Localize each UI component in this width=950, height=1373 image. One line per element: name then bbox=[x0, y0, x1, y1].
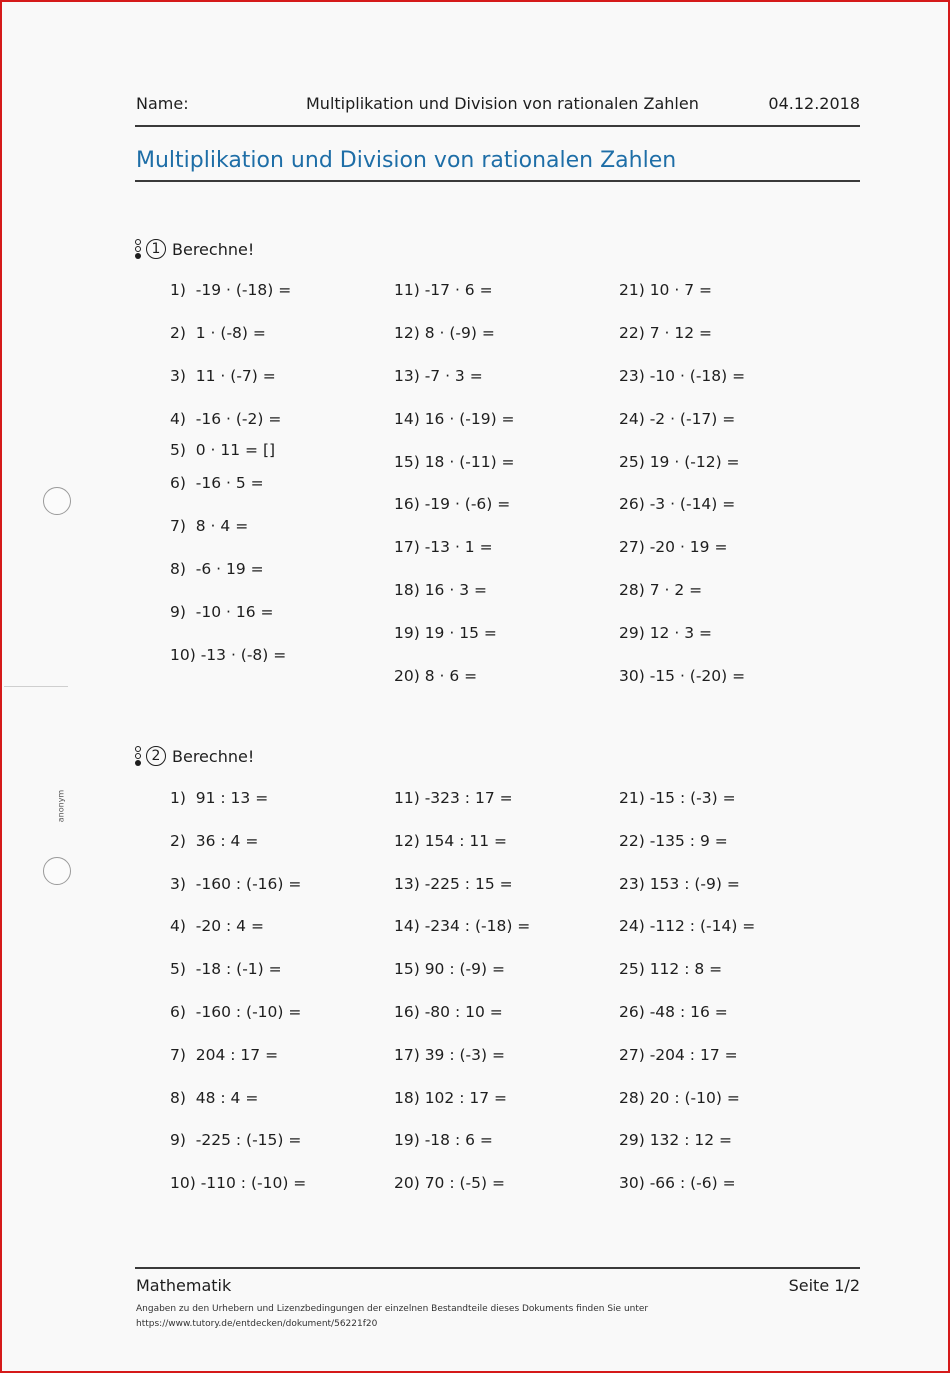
exercise-item: 8) -6 · 19 = bbox=[170, 560, 264, 578]
exercise-item: 13) -7 · 3 = bbox=[394, 367, 483, 385]
exercise-item: 5) 0 · 11 = [] bbox=[170, 441, 276, 459]
footer-page-number: Seite 1/2 bbox=[788, 1276, 860, 1295]
exercise-item: 3) -160 : (-16) = bbox=[170, 875, 302, 893]
exercise-item: 18) 102 : 17 = bbox=[394, 1089, 507, 1107]
exercise-item: 27) -20 · 19 = bbox=[619, 538, 728, 556]
exercise-item: 4) -16 · (-2) = bbox=[170, 410, 282, 428]
exercise-item: 20) 70 : (-5) = bbox=[394, 1174, 505, 1192]
exercise-item: 19) 19 · 15 = bbox=[394, 624, 497, 642]
exercise-item: 5) -18 : (-1) = bbox=[170, 960, 282, 978]
exercise-item: 11) -17 · 6 = bbox=[394, 281, 493, 299]
exercise-item: 30) -66 : (-6) = bbox=[619, 1174, 736, 1192]
punch-hole-bottom bbox=[43, 857, 71, 885]
exercise-item: 22) -135 : 9 = bbox=[619, 832, 728, 850]
exercise-item: 23) 153 : (-9) = bbox=[619, 875, 740, 893]
exercise-item: 25) 112 : 8 = bbox=[619, 960, 723, 978]
exercise-item: 3) 11 · (-7) = bbox=[170, 367, 276, 385]
footer-attribution: Angaben zu den Urhebern und Lizenzbedingungen der einzelnen Bestandteile dieses Dokuments finden Sie unter bbox=[136, 1304, 649, 1314]
exercise-item: 23) -10 · (-18) = bbox=[619, 367, 746, 385]
exercise-item: 12) 154 : 11 = bbox=[394, 832, 507, 850]
section-2-heading bbox=[134, 745, 254, 767]
exercise-item: 6) -16 · 5 = bbox=[170, 474, 264, 492]
exercise-item: 12) 8 · (-9) = bbox=[394, 324, 495, 342]
exercise-item: 7) 204 : 17 = bbox=[170, 1046, 279, 1064]
exercise-item: 7) 8 · 4 = bbox=[170, 517, 249, 535]
name-label: Name: bbox=[136, 94, 189, 113]
exercise-item: 20) 8 · 6 = bbox=[394, 667, 478, 685]
exercise-item: 24) -2 · (-17) = bbox=[619, 410, 736, 428]
difficulty-icon bbox=[134, 745, 144, 767]
exercise-item: 24) -112 : (-14) = bbox=[619, 917, 756, 935]
section-instruction: Berechne! bbox=[172, 239, 255, 259]
exercise-item: 10) -110 : (-10) = bbox=[170, 1174, 307, 1192]
exercise-item: 27) -204 : 17 = bbox=[619, 1046, 738, 1064]
exercise-item: 22) 7 · 12 = bbox=[619, 324, 712, 342]
exercise-item: 15) 18 · (-11) = bbox=[394, 453, 515, 471]
exercise-item: 14) -234 : (-18) = bbox=[394, 917, 531, 935]
exercise-item: 29) 12 · 3 = bbox=[619, 624, 712, 642]
exercise-item: 26) -3 · (-14) = bbox=[619, 495, 736, 513]
punch-hole-top bbox=[43, 487, 71, 515]
footer-subject: Mathematik bbox=[136, 1276, 232, 1295]
exercise-item: 16) -19 · (-6) = bbox=[394, 495, 511, 513]
section-number: 2 bbox=[146, 746, 166, 766]
exercise-item: 13) -225 : 15 = bbox=[394, 875, 513, 893]
exercise-item: 30) -15 · (-20) = bbox=[619, 667, 746, 685]
exercise-item: 21) -15 : (-3) = bbox=[619, 789, 736, 807]
exercise-item: 2) 36 : 4 = bbox=[170, 832, 259, 850]
exercise-item: 29) 132 : 12 = bbox=[619, 1131, 732, 1149]
margin-label: anonym bbox=[56, 789, 66, 823]
exercise-item: 1) 91 : 13 = bbox=[170, 789, 269, 807]
exercise-item: 1) -19 · (-18) = bbox=[170, 281, 292, 299]
exercise-item: 16) -80 : 10 = bbox=[394, 1003, 503, 1021]
exercise-item: 26) -48 : 16 = bbox=[619, 1003, 728, 1021]
exercise-item: 15) 90 : (-9) = bbox=[394, 960, 505, 978]
exercise-item: 2) 1 · (-8) = bbox=[170, 324, 266, 342]
footer-url: https://www.tutory.de/entdecken/dokument/56221f20 bbox=[136, 1319, 378, 1329]
exercise-item: 9) -10 · 16 = bbox=[170, 603, 274, 621]
header-rule bbox=[135, 125, 860, 127]
section-number: 1 bbox=[146, 239, 166, 259]
footer-rule bbox=[135, 1267, 860, 1269]
exercise-item: 6) -160 : (-10) = bbox=[170, 1003, 302, 1021]
exercise-item: 14) 16 · (-19) = bbox=[394, 410, 515, 428]
exercise-item: 17) -13 · 1 = bbox=[394, 538, 493, 556]
exercise-item: 19) -18 : 6 = bbox=[394, 1131, 493, 1149]
exercise-item: 21) 10 · 7 = bbox=[619, 281, 712, 299]
fold-mark bbox=[4, 686, 68, 687]
difficulty-icon bbox=[134, 238, 144, 260]
exercise-item: 9) -225 : (-15) = bbox=[170, 1131, 302, 1149]
header-title: Multiplikation und Division von rationalen Zahlen bbox=[306, 94, 699, 113]
exercise-item: 8) 48 : 4 = bbox=[170, 1089, 259, 1107]
page-title: Multiplikation und Division von rationalen Zahlen bbox=[136, 148, 677, 173]
title-rule bbox=[135, 180, 860, 182]
section-instruction: Berechne! bbox=[172, 746, 255, 766]
exercise-item: 18) 16 · 3 = bbox=[394, 581, 487, 599]
exercise-item: 4) -20 : 4 = bbox=[170, 917, 264, 935]
exercise-item: 25) 19 · (-12) = bbox=[619, 453, 740, 471]
exercise-item: 17) 39 : (-3) = bbox=[394, 1046, 505, 1064]
exercise-item: 28) 7 · 2 = bbox=[619, 581, 703, 599]
exercise-item: 28) 20 : (-10) = bbox=[619, 1089, 740, 1107]
header-date: 04.12.2018 bbox=[768, 94, 860, 113]
section-1-heading bbox=[134, 238, 254, 260]
exercise-item: 11) -323 : 17 = bbox=[394, 789, 513, 807]
exercise-item: 10) -13 · (-8) = bbox=[170, 646, 287, 664]
